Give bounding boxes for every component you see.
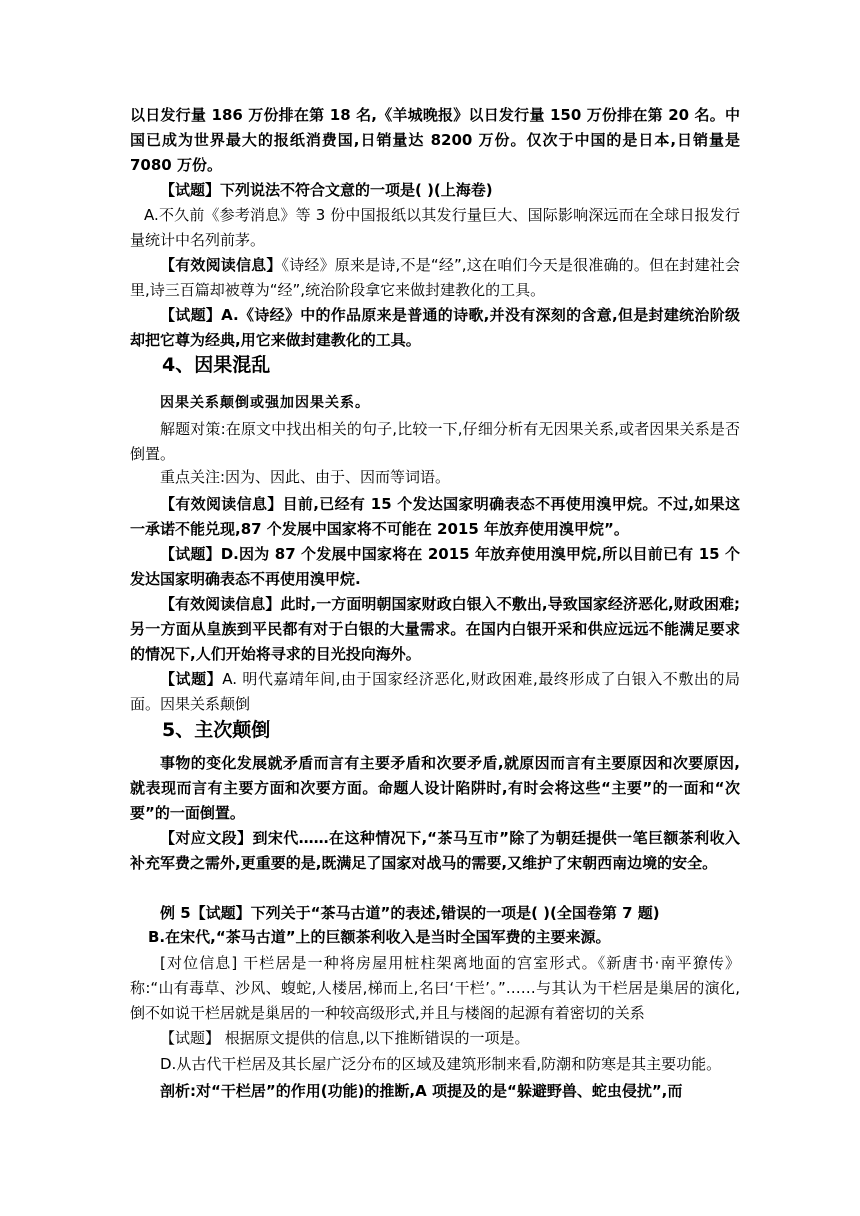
info-silver: 【有效阅读信息】此时,一方面明朝国家财政白银入不敷出,导致国家经济恶化,财政困难;另一方面从皇族到平民都有对于白银的大量需求。在国内白银开采和供应远远不能满足要求的情况下,人们开始将寻求的目光投向海外。 (130, 595, 740, 663)
info-tag: 【有效阅读信息】 (160, 256, 282, 274)
info-shijing (130, 253, 740, 303)
question-text: 【试题】下列说法不符合文意的一项是( )(上海卷) (160, 181, 493, 199)
key-focus: 重点关注:因为、因此、由于、因而等词语。 (160, 468, 451, 486)
question-shijing: 【试题】A.《诗经》中的作品原来是普通的诗歌,并没有深刻的含意,但是封建统治阶级却把它尊为经典,用它来做封建教化的工具。 (130, 306, 740, 349)
info-ganlan: [对位信息] 干栏居是一种将房屋用桩柱架离地面的宫室形式。《新唐书·南平獠传》称:“山有毒草、沙风、蝮蛇,人楼居,梯而上,名曰‘干栏’。”……与其认为干栏居是巢居的演化,倒不如说干栏居就是巢居的一种较高级形式,并且与楼阁的起源有着密切的关系 (130, 954, 740, 1022)
question-tag: 【试题】 (160, 670, 223, 688)
question-ganlan: 【试题】 根据原文提供的信息,以下推断错误的一项是。 (160, 1029, 530, 1047)
info-text: 《诗经》原来是诗,不是“经”,这在咱们今天是很准确的。但在封建社会里,诗三百篇却被尊为“经”,统治阶段拿它来做封建教化的工具。 (130, 256, 740, 299)
section-heading-5: 5、主次颠倒 (162, 719, 271, 741)
corresponding-passage (130, 826, 740, 876)
question-line (130, 178, 740, 203)
section-4-definition: 因果关系颠倒或强加因果关系。 (160, 395, 370, 411)
passage-tag: 【对应文段】 (160, 829, 253, 847)
option-a-cankao: A.不久前《参考消息》等 3 份中国报纸以其发行量巨大、国际影响深远而在全球日报发行量统计中名列前茅。 (130, 206, 740, 249)
section-heading-4: 4、因果混乱 (162, 354, 271, 376)
question-silver-text: A. 明代嘉靖年间,由于国家经济恶化,财政困难,最终形成了白银入不敷出的局面。因果关系颠倒 (130, 670, 740, 713)
example-5-question: 例 5【试题】下列关于“茶马古道”的表述,错误的一项是( )(全国卷第 7 题) (160, 904, 660, 922)
question-methyl-bromide: 【试题】D.因为 87 个发展中国家将在 2015 年放弃使用溴甲烷,所以目前已有 15 个发达国家明确表态不再使用溴甲烷. (130, 545, 740, 588)
passage-text: 到宋代……在这种情况下,“茶马互市”除了为朝廷提供一笔巨额茶利收入补充军费之需外,更重要的是,既满足了国家对战马的需要,又维护了宋朝西南边境的安全。 (130, 829, 740, 872)
info-methyl-bromide: 【有效阅读信息】目前,已经有 15 个发达国家明确表态不再使用溴甲烷。不过,如果这一承诺不能兑现,87 个发展中国家将不可能在 2015 年放弃使用溴甲烷”。 (130, 495, 740, 538)
option-d-ganlan: D.从古代干栏居及其长屋广泛分布的区域及建筑形制来看,防潮和防寒是其主要功能。 (160, 1055, 722, 1073)
analysis-ganlan: 剖析:对“干栏居”的作用(功能)的推断,A 项提及的是“躲避野兽、蛇虫侵扰”,而 (160, 1082, 683, 1100)
option-b-tea-horse: B.在宋代,“茶马古道”上的巨额茶利收入是当时全国军费的主要来源。 (148, 928, 611, 946)
paragraph-newspaper-ranking: 以日发行量 186 万份排在第 18 名,《羊城晚报》以日发行量 150 万份排在第 20 名。中国已成为世界最大的报纸消费国,日销量达 8200 万份。仅次于中国的是日本,日销量是 7080 万份。 (130, 106, 740, 174)
solution-strategy: 解题对策:在原文中找出相关的句子,比较一下,仔细分析有无因果关系,或者因果关系是否倒置。 (130, 420, 740, 463)
section-5-definition: 事物的变化发展就矛盾而言有主要矛盾和次要矛盾,就原因而言有主要原因和次要原因,就表现而言有主要方面和次要方面。命题人设计陷阱时,有时会将这些“主要”的一面和“次要”的一面倒置。 (130, 754, 740, 822)
question-silver (130, 667, 740, 717)
